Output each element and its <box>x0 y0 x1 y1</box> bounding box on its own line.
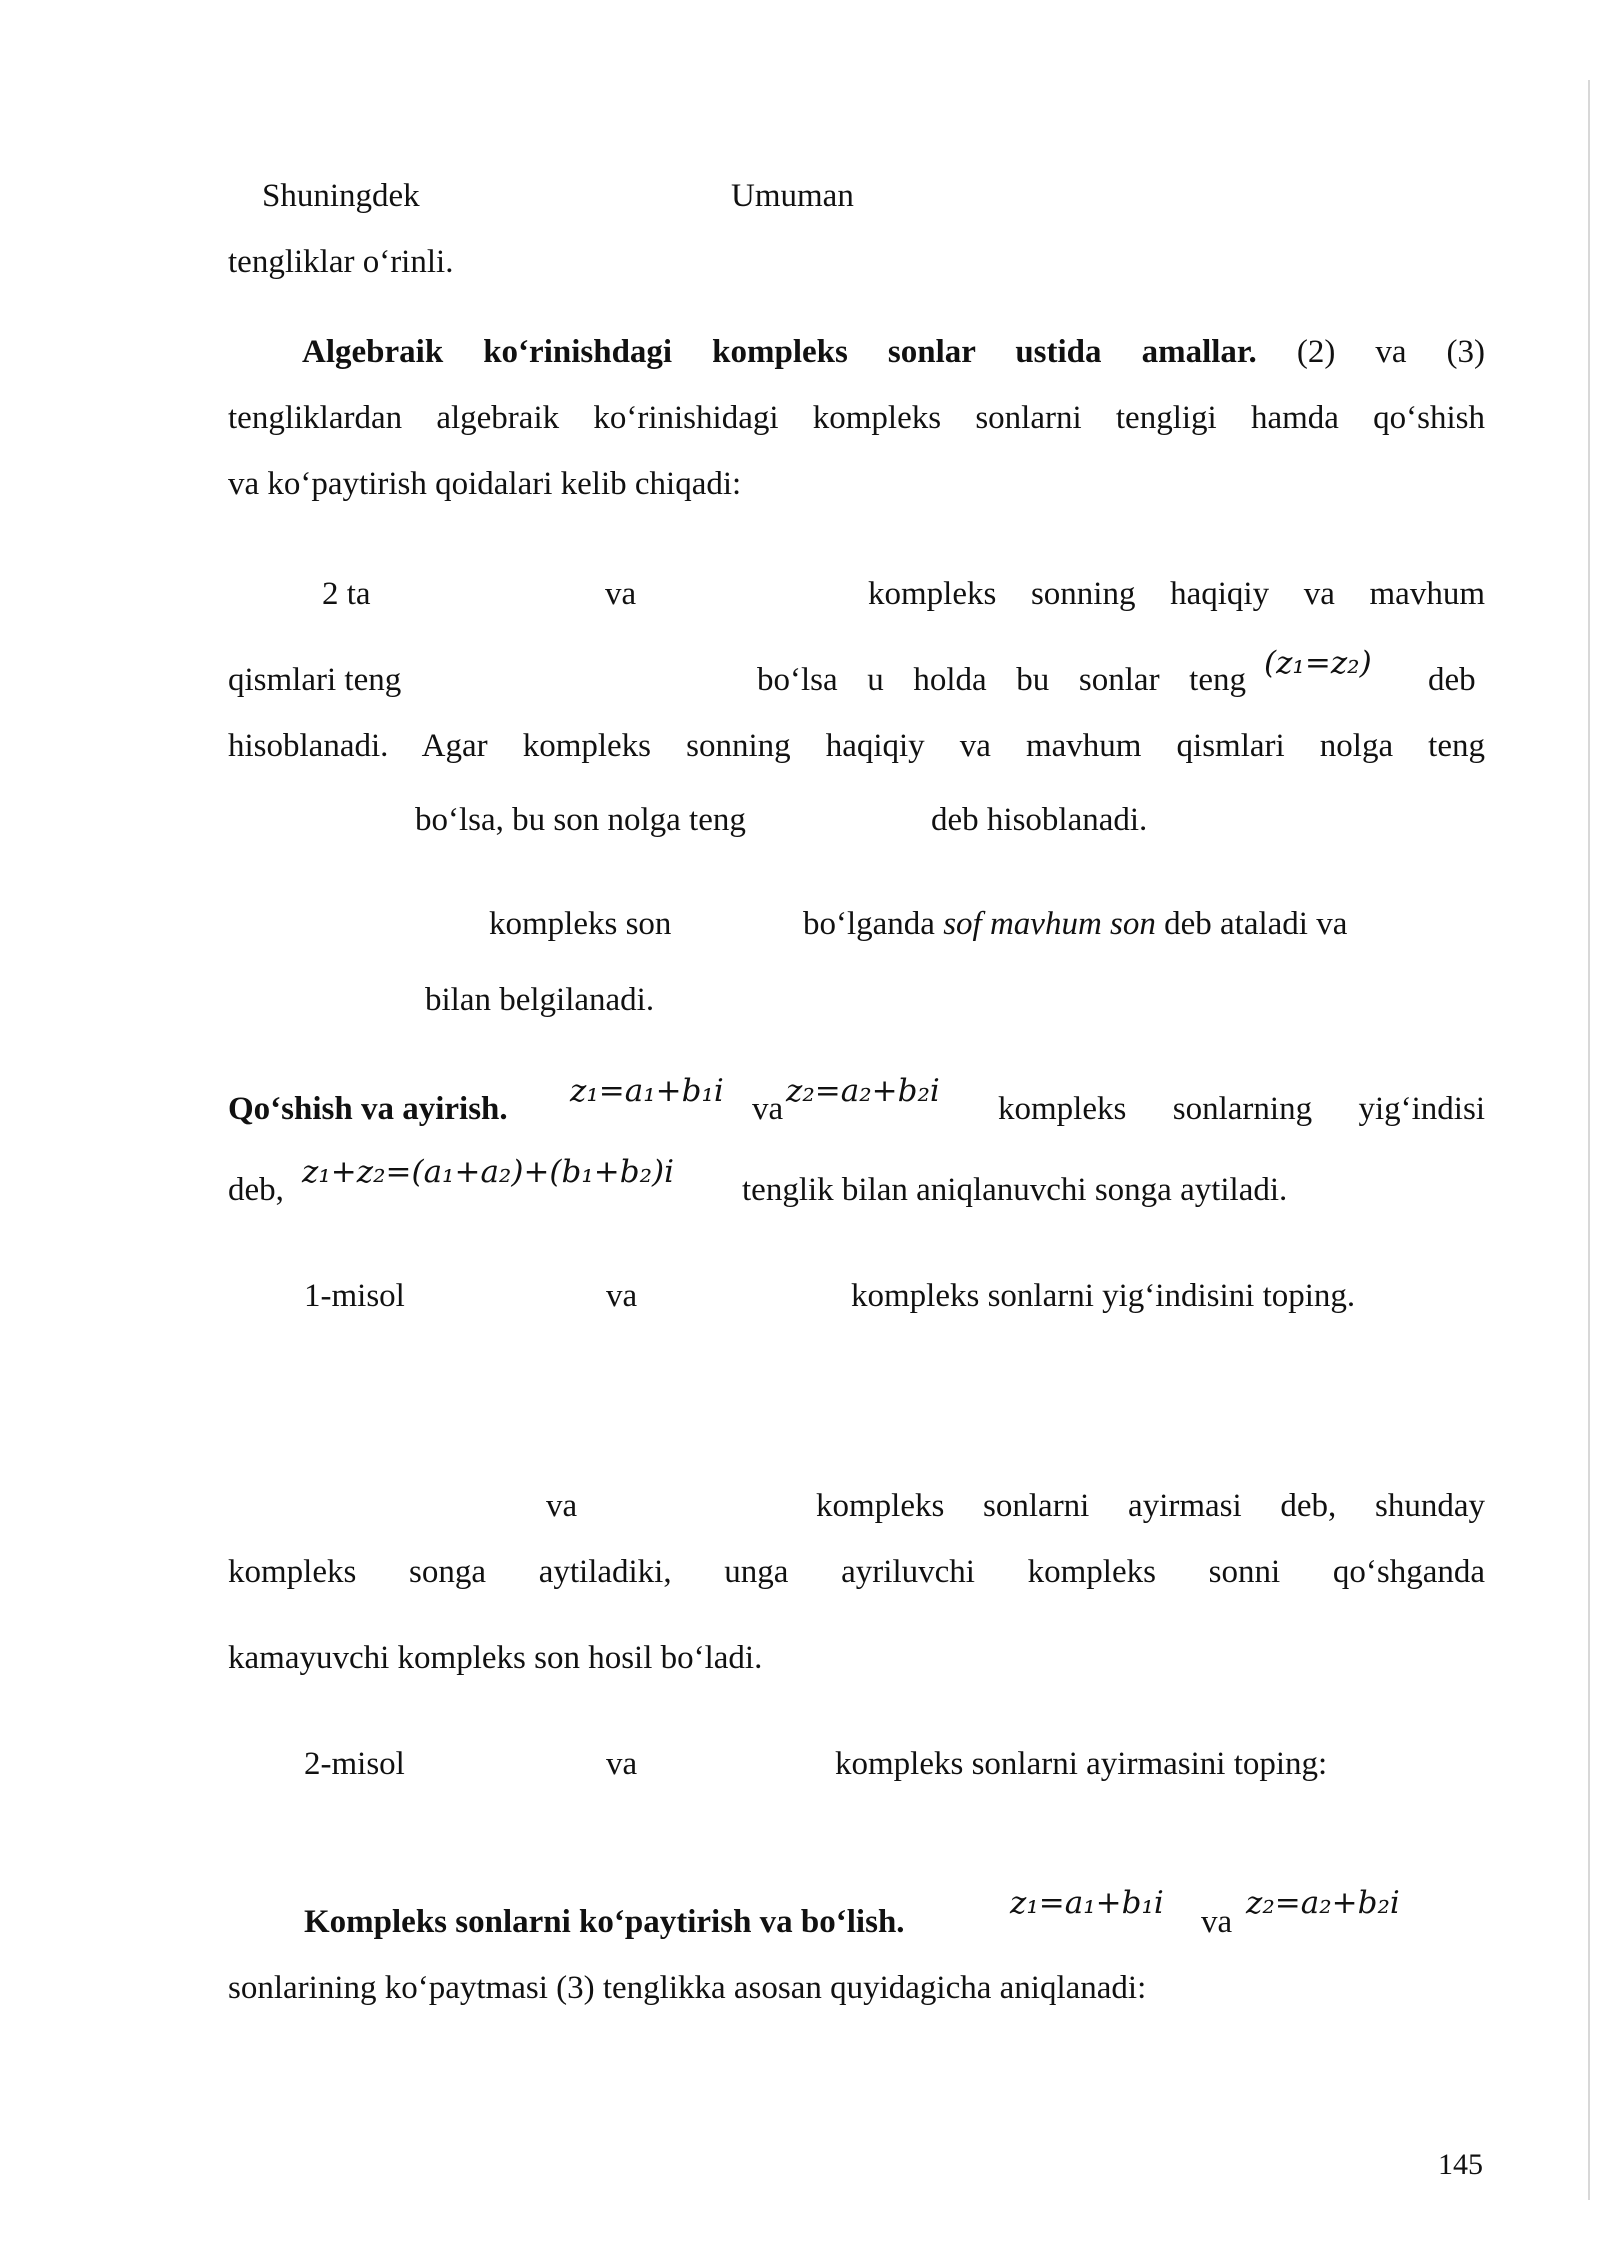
equality-deb: deb <box>1428 662 1476 698</box>
multiplication-va: va <box>1201 1904 1233 1940</box>
addition-va: va <box>752 1091 784 1127</box>
equality-line1-rest: kompleks sonning haqiqiy va mavhum <box>868 576 1485 612</box>
addition-title: Qo‘shish va ayirish. <box>228 1091 508 1127</box>
equality-va: va <box>605 576 637 612</box>
pure-line <box>803 908 1347 941</box>
pure-kompleks-son: kompleks son <box>489 906 672 942</box>
addition-tail: tenglik bilan aniqlanuvchi songa aytiladi. <box>742 1172 1288 1208</box>
equality-deb-hisob: deb hisoblanadi. <box>931 802 1148 838</box>
equality-qismlari: qismlari teng <box>228 662 402 698</box>
example2-text: kompleks sonlarni ayirmasini toping: <box>835 1746 1328 1782</box>
addition-rest: kompleks sonlarning yig‘indisi <box>998 1091 1485 1127</box>
equality-bolsa-nol: bo‘lsa, bu son nolga teng <box>415 802 746 838</box>
formula-mul-z2: z₂=a₂+b₂i <box>1246 1885 1400 1921</box>
subtraction-va: va <box>546 1488 578 1524</box>
page-edge <box>1588 80 1590 2200</box>
multiplication-line2: sonlarining ko‘paytmasi (3) tenglikka asosan quyidagicha aniqlanadi: <box>228 1970 1147 2006</box>
text-tengliklar: tengliklar o‘rinli. <box>228 244 454 280</box>
pure-belgilanadi: bilan belgilanadi. <box>425 982 655 1018</box>
subtraction-line3: kamayuvchi kompleks son hosil bo‘ladi. <box>228 1640 763 1676</box>
example1-text: kompleks sonlarni yig‘indisini toping. <box>851 1278 1356 1314</box>
page-number: 145 <box>1438 2148 1483 2181</box>
subtraction-line1: kompleks sonlarni ayirmasi deb, shunday <box>816 1488 1485 1524</box>
equality-line3: hisoblanadi. Agar kompleks sonning haqiqiy va mavhum qismlari nolga teng <box>228 728 1485 764</box>
formula-sum: z₁+z₂=(a₁+a₂)+(b₁+b₂)i <box>302 1154 675 1190</box>
text-shuningdek: Shuningdek <box>262 178 420 214</box>
formula-z1: z₁=a₁+b₁i <box>570 1073 724 1109</box>
equality-bolsa: bo‘lsa u holda bu sonlar teng <box>757 662 1246 698</box>
pure-bolganda: bo‘lganda <box>803 906 935 942</box>
pure-term: sof mavhum son <box>943 906 1156 942</box>
text-umuman: Umuman <box>731 178 854 214</box>
formula-mul-z1: z₁=a₁+b₁i <box>1010 1885 1164 1921</box>
section-algebraic-line3: va ko‘paytirish qoidalari kelib chiqadi: <box>228 466 742 502</box>
multiplication-title: Kompleks sonlarni ko‘paytirish va bo‘lish. <box>304 1904 905 1940</box>
section-algebraic-line1 <box>302 336 1485 369</box>
pure-ataladi: deb ataladi va <box>1164 906 1348 942</box>
section-algebraic-title: Algebraik ko‘rinishdagi kompleks sonlar ustida amallar. <box>302 334 1257 370</box>
addition-deb: deb, <box>228 1172 284 1208</box>
example2-label: 2-misol <box>304 1746 405 1782</box>
section-algebraic-line2: tengliklardan algebraik ko‘rinishidagi kompleks sonlarni tengligi hamda qo‘shish <box>228 400 1485 436</box>
example1-va: va <box>606 1278 638 1314</box>
formula-z2: z₂=a₂+b₂i <box>786 1073 940 1109</box>
section-algebraic-rest: (2) va (3) <box>1296 334 1486 370</box>
example2-va: va <box>606 1746 638 1782</box>
formula-z1-eq-z2: (z₁=z₂) <box>1264 645 1372 681</box>
subtraction-line2: kompleks songa aytiladiki, unga ayriluvchi kompleks sonni qo‘shganda <box>228 1554 1485 1590</box>
example1-label: 1-misol <box>304 1278 405 1314</box>
equality-2ta: 2 ta <box>322 576 371 612</box>
